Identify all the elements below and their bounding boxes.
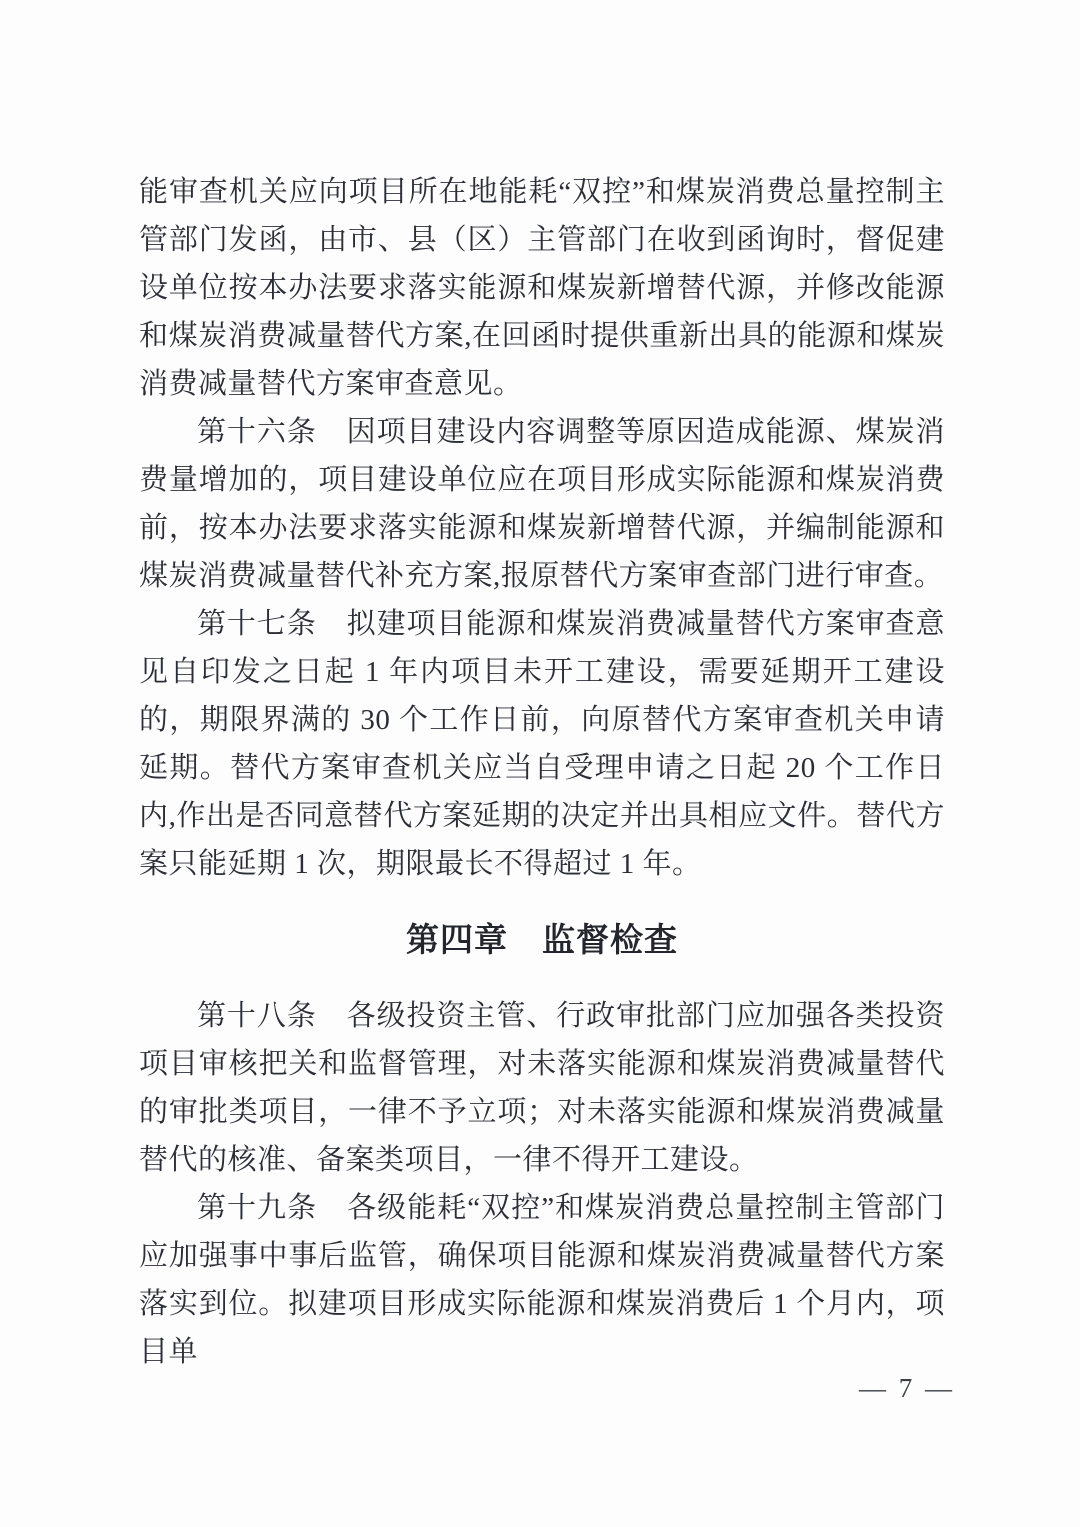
document-body [139,168,945,1376]
page-number: — 7 — [859,1373,955,1403]
chapter-heading: 第四章 监督检查 [406,921,678,958]
paragraph-article-18: 第十八条 各级投资主管、行政审批部门应加强各类投资项目审核把关和监督管理，对未落实能源和煤炭消费减量替代的审批类项目，一律不予立项；对未落实能源和煤炭消费减量替代的核准、备案类项目，一律不得开工建设。 [139,1000,945,1176]
paragraph-article-16: 第十六条 因项目建设内容调整等原因造成能源、煤炭消费量增加的，项目建设单位应在项目形成实际能源和煤炭消费前，按本办法要求落实能源和煤炭新增替代源，并编制能源和煤炭消费减量替代补充方案,报原替代方案审查部门进行审查。 [139,416,945,592]
paragraph-continuation: 能审查机关应向项目所在地能耗“双控”和煤炭消费总量控制主管部门发函，由市、县（区）主管部门在收到函询时，督促建设单位按本办法要求落实能源和煤炭新增替代源，并修改能源和煤炭消费减量替代方案,在回函时提供重新出具的能源和煤炭消费减量替代方案审查意见。 [139,176,945,400]
paragraph-article-17: 第十七条 拟建项目能源和煤炭消费减量替代方案审查意见自印发之日起 1 年内项目未开工建设，需要延期开工建设的，期限界满的 30 个工作日前，向原替代方案审查机关申请延期。替代方案审查机关应当自受理申请之日起 20 个工作日内,作出是否同意替代方案延期的决定并出具相应文件。替代方案只能延期 1 次，期限最长不得超过 1 年。 [139,608,945,880]
paragraph-article-19: 第十九条 各级能耗“双控”和煤炭消费总量控制主管部门应加强事中事后监管，确保项目能源和煤炭消费减量替代方案落实到位。拟建项目形成实际能源和煤炭消费后 1 个月内，项目单 [139,1192,945,1368]
